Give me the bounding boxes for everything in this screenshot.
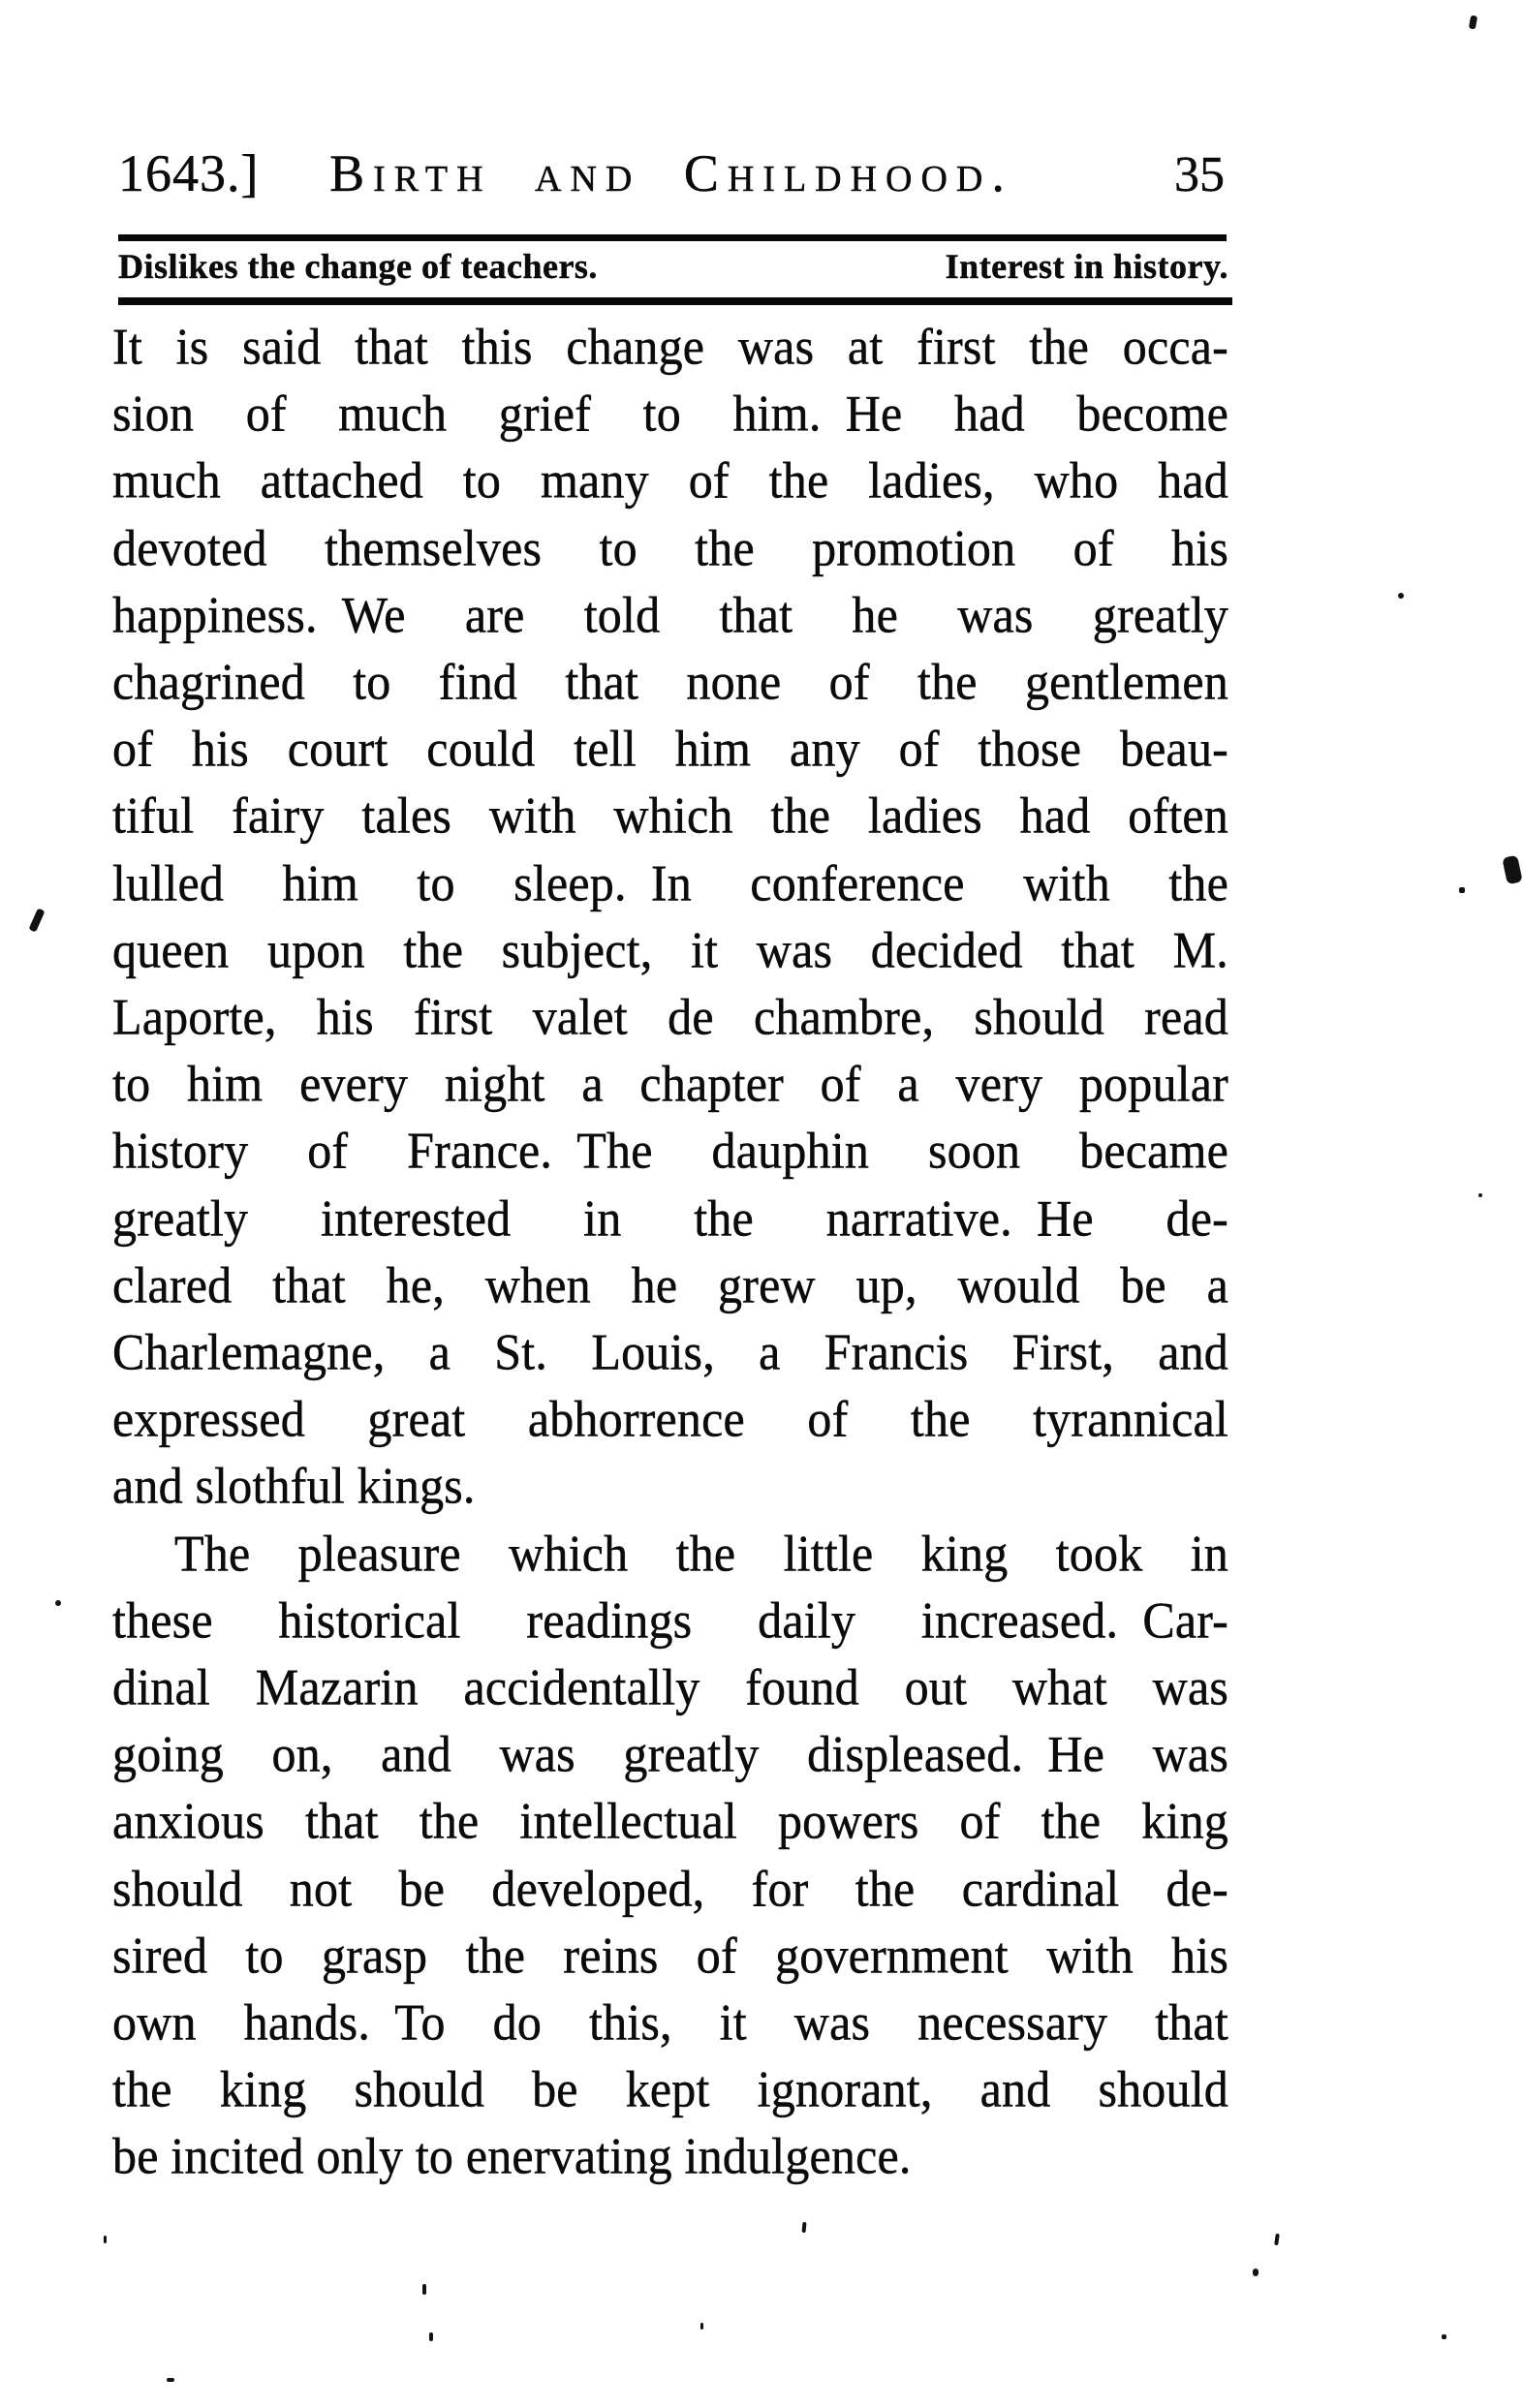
text-line: and slothful kings. (112, 1457, 476, 1515)
scan-speck (422, 2284, 426, 2295)
text-line: sired to grasp the reins of government with his (112, 1926, 1228, 1985)
text-line: happiness. We are told that he was greatly (112, 585, 1228, 644)
page-number: 35 (1174, 147, 1225, 202)
text-line: history of France. The dauphin soon became (112, 1122, 1228, 1180)
text-line: tiful fairy tales with which the ladies had often (112, 787, 1228, 845)
text-line: sion of much grief to him. He had become (112, 385, 1228, 443)
text-line: own hands. To do this, it was necessary that (112, 1992, 1228, 2052)
guide-words (118, 246, 1228, 287)
scan-speck (1469, 15, 1477, 29)
text-line: clared that he, when he grew up, would be a (112, 1255, 1228, 1314)
scan-speck (104, 2236, 107, 2243)
horizontal-rule-bottom (118, 297, 1232, 305)
year-marker: 1643.] (118, 144, 260, 202)
scan-speck (700, 2323, 703, 2330)
text-line: greatly interested in the narrative. He de- (112, 1189, 1228, 1247)
scan-speck (1502, 855, 1522, 885)
text-line: of his court could tell him any of those beau- (112, 720, 1228, 778)
text-line: these historical readings daily increased. Car- (112, 1590, 1228, 1650)
scan-speck (429, 2332, 433, 2341)
scan-speck (1253, 2269, 1259, 2276)
text-line: anxious that the intellectual powers of the king (112, 1792, 1228, 1850)
text-line: queen upon the subject, it was decided that M. (112, 920, 1228, 979)
text-line: It is said that this change was at first the occa- (112, 317, 1228, 376)
text-line: should not be developed, for the cardinal de- (112, 1859, 1228, 1917)
scan-speck (55, 1600, 61, 1606)
scan-speck (1398, 593, 1404, 599)
text-line: much attached to many of the ladies, who had (112, 451, 1228, 509)
text-line: Charlemagne, a St. Louis, a Francis First, and (112, 1322, 1228, 1381)
scan-speck (1459, 887, 1465, 893)
text-line: expressed great abhorrence of the tyrannical (112, 1390, 1228, 1448)
text-line: Laporte, his first valet de chambre, should read (112, 987, 1228, 1046)
page-body (112, 314, 1228, 2191)
scan-speck (28, 908, 45, 932)
guide-word-left: Dislikes the change of teachers. (118, 247, 598, 286)
text-line: be incited only to enervating indulgence. (112, 2127, 912, 2185)
text-line: to him every night a chapter of a very popular (112, 1055, 1228, 1113)
scan-speck (1478, 1193, 1482, 1197)
scan-speck (1274, 2234, 1280, 2245)
text-line: going on, and was greatly displeased. He was (112, 1725, 1228, 1783)
text-line: lulled him to sleep. In conference with the (112, 853, 1228, 911)
scan-speck (802, 2222, 807, 2233)
text-line: The pleasure which the little king took in (174, 1524, 1228, 1582)
chapter-title: Birth and Childhood. (329, 144, 1013, 202)
text-line: chagrined to find that none of the gentlemen (112, 652, 1228, 711)
running-head (118, 143, 1225, 203)
text-line: dinal Mazarin accidentally found out what was (112, 1657, 1228, 1716)
guide-word-right: Interest in history. (945, 247, 1228, 286)
scan-speck (167, 2378, 174, 2382)
horizontal-rule-top (118, 234, 1227, 241)
scan-speck (1442, 2334, 1446, 2339)
text-line: devoted themselves to the promotion of his (112, 518, 1228, 576)
text-line: the king should be kept ignorant, and should (112, 2060, 1228, 2118)
